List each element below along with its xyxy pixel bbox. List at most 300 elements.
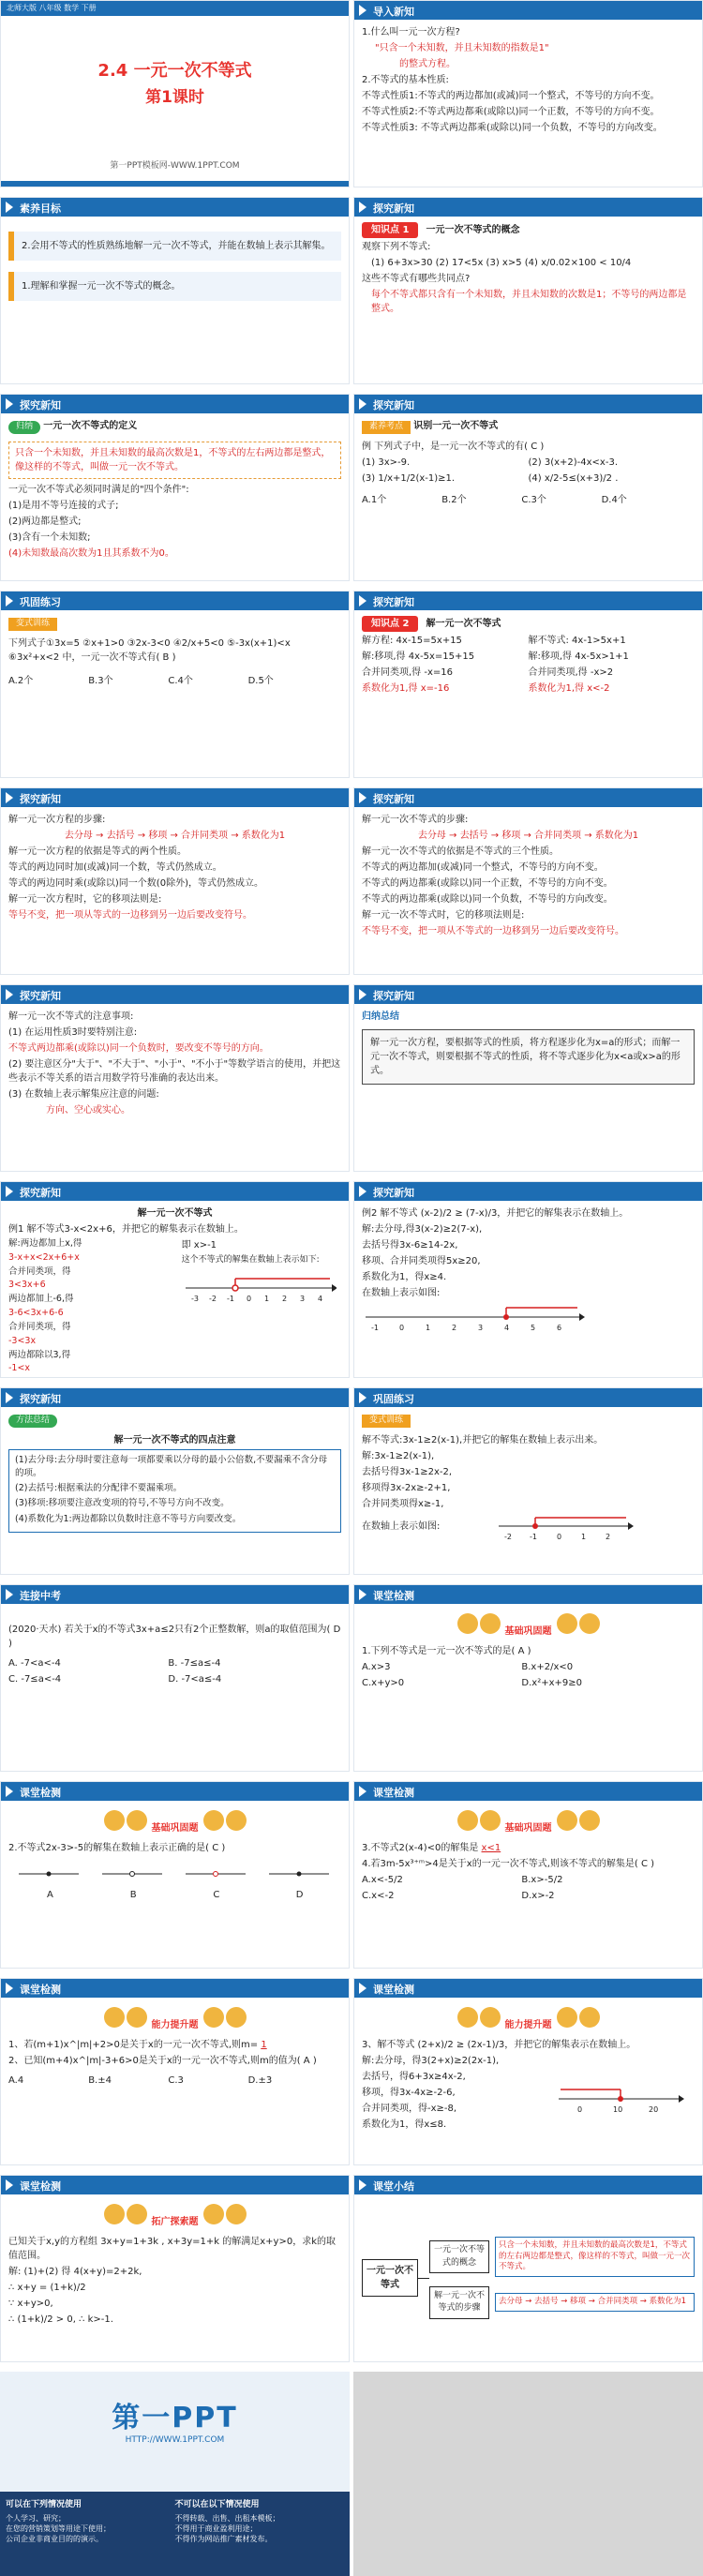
badge-coin bbox=[226, 2204, 247, 2224]
badge-coin bbox=[457, 1613, 478, 1634]
slide-title: 探究新知 bbox=[20, 399, 61, 412]
slide-title: 课堂检测 bbox=[373, 1787, 414, 1799]
forbidden-heading: 不可以在以下情况使用 bbox=[174, 2500, 260, 2509]
option-label: B bbox=[129, 1890, 137, 1900]
slide-explore bbox=[0, 2175, 350, 2362]
slide-identify bbox=[353, 394, 703, 581]
slide-title: 连接中考 bbox=[20, 1590, 61, 1602]
closed-endpoint bbox=[503, 1314, 509, 1320]
steps-flow: 去分母 → 去括号 → 移项 → 合并同类项 → 系数化为1 bbox=[417, 831, 639, 841]
forbidden-item: 不得作为网站推广素材发布。 bbox=[174, 2535, 273, 2543]
choice-b: B.±4 bbox=[88, 2075, 112, 2086]
property-1: 不等式性质1:不等式的两边都加(或减)同一个整式，不等号的方向不变。 bbox=[362, 91, 660, 101]
tick-label: 0 bbox=[557, 1532, 562, 1541]
answer-1: "只含一个未知数，并且未知数的指数是1" bbox=[375, 43, 549, 53]
allowed-item: 公司企业非商业目的的演示。 bbox=[6, 2535, 103, 2543]
badge-coin bbox=[480, 1810, 501, 1831]
badge-coin bbox=[104, 1810, 125, 1831]
question: 这些不等式有哪些共同点? bbox=[362, 274, 471, 284]
forbidden-use bbox=[175, 2497, 345, 2570]
goal-1-text: 1.理解和掌握一元一次不等式的概念。 bbox=[22, 281, 181, 292]
cover-header: 北师大版 八年级 数学 下册 bbox=[1, 1, 349, 16]
allowed-item: 个人学习、研究； bbox=[6, 2514, 66, 2523]
badge-coin bbox=[457, 2007, 478, 2028]
knowledge-point-title: 一元一次不等式的概念 bbox=[426, 225, 520, 235]
mini-number-line bbox=[100, 1865, 166, 1883]
step: 3-6<3x+6-6 bbox=[8, 1308, 64, 1319]
option-line bbox=[184, 1865, 249, 1902]
tick-label: -2 bbox=[504, 1532, 512, 1541]
header-arrow-icon bbox=[6, 595, 13, 607]
solution-side bbox=[182, 1238, 341, 1377]
forbidden-item: 不得用于商业盈利用途； bbox=[174, 2524, 258, 2533]
choice-b: B. -7≤a≤-4 bbox=[168, 1658, 221, 1669]
step: -1<x bbox=[8, 1363, 31, 1374]
choice-d: D.±3 bbox=[247, 2075, 273, 2086]
answer-number-lines bbox=[8, 1865, 341, 1902]
choice-d: D.4个 bbox=[601, 494, 627, 505]
equation-column bbox=[362, 634, 529, 697]
header-arrow-icon bbox=[6, 989, 13, 1000]
tick-label: 2 bbox=[452, 1324, 457, 1332]
question-1: 1.什么叫一元一次方程? bbox=[362, 27, 460, 37]
equation-step-2: 合并同类项,得 -x=16 bbox=[362, 667, 453, 678]
intro: 观察下列不等式: bbox=[362, 242, 431, 252]
number-line bbox=[182, 1269, 337, 1307]
choice-a: A.4 bbox=[8, 2075, 24, 2086]
choice-a: A. -7<a<-4 bbox=[8, 1658, 61, 1669]
step: 解: (1)+(2) 得 4(x+y)=2+2k, bbox=[8, 2267, 142, 2277]
header-arrow-icon bbox=[6, 2179, 13, 2191]
condition-1: (1)是用不等号连接的式子; bbox=[8, 500, 119, 511]
slide-title: 巩固练习 bbox=[373, 1393, 414, 1405]
step: 系数化为1，得x≤8. bbox=[362, 2119, 447, 2130]
open-endpoint bbox=[232, 1285, 238, 1291]
slide-equation-steps bbox=[0, 787, 350, 975]
step: 合并同类项得x≥-1, bbox=[362, 1498, 444, 1509]
equation-step-3: 系数化为1,得 x=-16 bbox=[362, 683, 450, 694]
badge-coin bbox=[480, 1613, 501, 1634]
note-1-detail: 不等式两边都乘(或除以)同一个负数时，要改变不等号的方向。 bbox=[8, 1043, 269, 1054]
choice-c: C. -7≤a<-4 bbox=[8, 1674, 62, 1685]
expressions: (1) 6+3x>30 (2) 17<5x (3) x>5 (4) x/0.02×100 < 10/4 bbox=[371, 258, 632, 268]
method-heading: 解一元一次不等式的四点注意 bbox=[113, 1434, 236, 1445]
step: 在数轴上表示如图: bbox=[362, 1288, 441, 1298]
branch-label: 解一元一次不等式的步骤 bbox=[429, 2286, 489, 2319]
connector bbox=[418, 2278, 429, 2279]
slide-method-summary bbox=[0, 1387, 350, 1575]
practice-question: 下列式子①3x=5 ②x+1>0 ③2x-3<0 ④2/x+5<0 ⑤-3x(x+1)<x ⑥3x²+x<2 中，一元一次不等式有( B ) bbox=[8, 637, 291, 663]
property-1: 不等式的两边都加(或减)同一个整式，不等号的方向不变。 bbox=[362, 862, 604, 873]
tick-label: -3 bbox=[190, 1294, 199, 1303]
closed-endpoint bbox=[618, 2096, 623, 2102]
branch-steps bbox=[429, 2286, 695, 2319]
slide-example-2 bbox=[353, 1181, 703, 1378]
tick-label: 0 bbox=[246, 1294, 251, 1303]
slide-check-2 bbox=[0, 1781, 350, 1969]
slide-title: 课堂检测 bbox=[20, 1984, 61, 1996]
slide-title: 素养目标 bbox=[20, 202, 61, 215]
badge-coin bbox=[127, 2204, 147, 2224]
choice-d: D.x²+x+9≥0 bbox=[521, 1678, 582, 1688]
summary-badge: 归纳 bbox=[8, 421, 40, 434]
lesson-title: 2.4 一元一次不等式 bbox=[97, 61, 252, 81]
method-note-1: (1)去分母:去分母时要注意每一项都要乘以分母的最小公倍数,不要漏乘不含分母的项。 bbox=[15, 1454, 328, 1478]
header-arrow-icon bbox=[6, 792, 13, 803]
header-arrow-icon bbox=[359, 1589, 366, 1600]
level-badge: 基础巩固题 bbox=[504, 1626, 552, 1637]
badge-coin bbox=[226, 2007, 247, 2028]
header-arrow-icon bbox=[359, 1392, 366, 1403]
note-3: (3) 在数轴上表示解集应注意的问题: bbox=[8, 1089, 159, 1100]
header-arrow-icon bbox=[359, 792, 366, 803]
slide-title: 导入新知 bbox=[373, 6, 414, 18]
mini-number-line bbox=[184, 1865, 249, 1883]
tick-label: 20 bbox=[648, 2105, 659, 2114]
choice-b: B.x>-5/2 bbox=[521, 1875, 563, 1885]
tick-label: 2 bbox=[281, 1294, 287, 1303]
answer-3: x<1 bbox=[481, 1843, 501, 1853]
choice-b: B.3个 bbox=[88, 675, 113, 686]
badge-coin bbox=[203, 2007, 224, 2028]
summary-text: 解一元一次方程，要根据等式的性质，将方程逐步化为x=a的形式；而解一元一次不等式，则要根据不等式的性质，将不等式逐步化为x<a或x>a的形式。 bbox=[370, 1038, 681, 1076]
step: 3<3x+6 bbox=[8, 1280, 46, 1291]
choice-c: C.x<-2 bbox=[362, 1891, 395, 1901]
step: 合并同类项，得 bbox=[8, 1266, 71, 1277]
number-line bbox=[555, 2076, 686, 2123]
question-2: 2、已知(m+4)x^|m|-3+6>0是关于x的一元一次不等式,则m的值为( A ) bbox=[8, 2056, 317, 2066]
question-4: 4.若3m-5x³⁺ᵐ>4是关于x的一元一次不等式,则该不等式的解集是( C ) bbox=[362, 1859, 655, 1869]
branch-concept bbox=[429, 2237, 695, 2276]
tick-label: 5 bbox=[531, 1324, 536, 1332]
tick-label: 3 bbox=[299, 1294, 305, 1303]
solution-steps bbox=[8, 1238, 182, 1377]
note-1: (1) 在运用性质3时要特别注意: bbox=[8, 1027, 138, 1038]
level-badge: 拓广探索题 bbox=[151, 2217, 199, 2227]
slide-title: 探究新知 bbox=[373, 793, 414, 805]
badge-coin bbox=[203, 2204, 224, 2224]
slide-title: 探究新知 bbox=[373, 596, 414, 608]
slide-title: 课堂检测 bbox=[20, 1787, 61, 1799]
empty-panel bbox=[353, 2372, 703, 2576]
conditions-lead: 一元一次不等式必须同时满足的"四个条件": bbox=[8, 484, 189, 495]
choice-c: C.4个 bbox=[168, 675, 193, 686]
summary-tag: 归纳总结 bbox=[362, 1011, 399, 1022]
header-arrow-icon bbox=[6, 1786, 13, 1797]
note-2: (2) 要注意区分"大于"、"不大于"、"小于"、"不小于"等数学语言的使用，并把这些表示不等关系的语言用数学符号准确的表达出来。 bbox=[8, 1059, 341, 1084]
mindmap-root bbox=[362, 2259, 418, 2297]
header-arrow-icon bbox=[359, 1186, 366, 1197]
badge-coin bbox=[457, 1810, 478, 1831]
slide-title: 探究新知 bbox=[20, 990, 61, 1002]
variant-badge: 变式训练 bbox=[8, 618, 57, 631]
brand-url[interactable]: HTTP://WWW.1PPT.COM bbox=[125, 2435, 225, 2445]
goal-1 bbox=[8, 272, 341, 301]
badge-coin bbox=[127, 1810, 147, 1831]
knowledge-point-badge: 知识点 1 bbox=[362, 222, 418, 238]
step: 解:去分母，得3(2+x)≥2(2x-1), bbox=[362, 2056, 500, 2066]
practice-question: 解不等式:3x-1≥2(x-1),并把它的解集在数轴上表示出来。 bbox=[362, 1434, 604, 1445]
example-title: 解一元一次不等式 bbox=[137, 1208, 213, 1219]
steps-heading: 解一元一次不等式的步骤: bbox=[362, 815, 469, 825]
transpose-detail: 等号不变，把一项从等式的一边移到另一边后要改变符号。 bbox=[8, 910, 252, 921]
step: 移项得3x-2x≥-2+1, bbox=[362, 1482, 451, 1493]
choice-c: C.3个 bbox=[521, 494, 546, 505]
tick-label: -1 bbox=[371, 1324, 379, 1332]
step: 去括号，得6+3x≥4x-2, bbox=[362, 2072, 466, 2082]
condition-2: (2)两边都是整式; bbox=[8, 516, 82, 527]
badge-coin bbox=[557, 2007, 577, 2028]
property-3: 不等式的两边都乘(或除以)同一个负数，不等号的方向改变。 bbox=[362, 894, 613, 905]
slide-title: 课堂小结 bbox=[373, 2180, 414, 2193]
basis: 解一元一次方程的依据是等式的两个性质。 bbox=[8, 846, 187, 857]
choice-b: B.x+2/x<0 bbox=[521, 1662, 574, 1672]
condition-3: (3)含有一个未知数; bbox=[8, 532, 91, 543]
choice-a: A.x<-5/2 bbox=[362, 1875, 403, 1885]
tick-label: 10 bbox=[612, 2105, 623, 2114]
badge-coin bbox=[579, 2007, 600, 2028]
header-arrow-icon bbox=[359, 1983, 366, 1994]
step: 合并同类项，得-x≥-8, bbox=[362, 2104, 457, 2114]
explore-question: 已知关于x,y的方程组 3x+y=1+3k , x+3y=1+k 的解满足x+y>0，求k的取值范围。 bbox=[8, 2237, 336, 2261]
mindmap-branches bbox=[429, 2237, 695, 2318]
tick-label: -2 bbox=[208, 1294, 217, 1303]
badge-coin bbox=[104, 2204, 125, 2224]
allowed-heading: 可以在下列情况使用 bbox=[6, 2500, 82, 2509]
slide-advanced-2 bbox=[353, 1978, 703, 2165]
header-arrow-icon bbox=[359, 398, 366, 410]
usage-panel bbox=[0, 2492, 350, 2576]
tick-label: 1 bbox=[263, 1294, 269, 1303]
step: 两边都加上-6,得 bbox=[8, 1294, 74, 1305]
option-line bbox=[267, 1865, 333, 1902]
header-arrow-icon bbox=[6, 1983, 13, 1994]
goal-2-text: 2.会用不等式的性质熟练地解一元一次不等式，并能在数轴上表示其解集。 bbox=[22, 241, 331, 251]
skill-badge: 素养考点 bbox=[362, 421, 411, 434]
footer-ad bbox=[0, 2372, 350, 2576]
header-arrow-icon bbox=[359, 5, 366, 16]
slide-check-1 bbox=[353, 1584, 703, 1772]
slide-summary bbox=[353, 2175, 703, 2362]
slide-summary-compare bbox=[353, 984, 703, 1172]
inequality-step-1: 解:移项,得 4x-5x>1+1 bbox=[528, 651, 629, 662]
steps-heading: 解一元一次方程的步骤: bbox=[8, 815, 106, 825]
note-3-detail: 方向、空心或实心。 bbox=[46, 1105, 130, 1116]
inequality-step-2: 合并同类项,得 -x>2 bbox=[528, 667, 614, 678]
exam-question: (2020·天水) 若关于x的不等式3x+a≤2只有2个正整数解，则a的取值范围为( D ) bbox=[8, 1625, 341, 1649]
property-3: 不等式性质3: 不等式两边都乘(或除以)同一个负数，不等号的方向改变。 bbox=[362, 123, 663, 133]
option-4: (4) x/2-5≤(x+3)/2 . bbox=[528, 472, 619, 484]
step: 移项，得3x-4x≥-2-6, bbox=[362, 2088, 456, 2098]
header-arrow-icon bbox=[359, 1786, 366, 1797]
option-label: A bbox=[46, 1890, 53, 1900]
slide-title: 课堂检测 bbox=[20, 2180, 61, 2193]
tick-label: 4 bbox=[317, 1294, 322, 1303]
step: 移项、合并同类项得5x≥20, bbox=[362, 1256, 481, 1266]
option-line bbox=[17, 1865, 82, 1902]
slide-concept bbox=[353, 197, 703, 384]
choice-d: D.x>-2 bbox=[521, 1891, 555, 1901]
slide-check-3 bbox=[353, 1781, 703, 1969]
slide-exam bbox=[0, 1584, 350, 1772]
header-arrow-icon bbox=[6, 202, 13, 213]
notes-heading: 解一元一次不等式的注意事项: bbox=[8, 1011, 134, 1022]
branch-text: 去分母 → 去括号 → 移项 → 合并同类项 → 系数化为1 bbox=[495, 2293, 695, 2311]
step: 去括号得3x-6≥14-2x, bbox=[362, 1240, 458, 1251]
option-3: (3) 1/x+1/2(x-1)≥1. bbox=[362, 472, 456, 484]
tick-label: 3 bbox=[478, 1324, 484, 1332]
option-2: (2) 3(x+2)-4x<x-3. bbox=[528, 457, 619, 468]
example-question: 例1 解不等式3-x<2x+6，并把它的解集表示在数轴上。 bbox=[8, 1224, 244, 1235]
tick-label: 6 bbox=[557, 1324, 562, 1332]
step: 解:两边都加上x,得 bbox=[8, 1238, 82, 1249]
slide-title: 巩固练习 bbox=[20, 596, 61, 608]
slide-title: 探究新知 bbox=[373, 1187, 414, 1199]
solution-steps bbox=[362, 2054, 555, 2134]
knowledge-point-badge: 知识点 2 bbox=[362, 616, 418, 632]
forbidden-item: 不得转载、出售、出租本模板； bbox=[174, 2514, 280, 2523]
rule-2: 等式的两边同时乘(或除以)同一个数(0除外)，等式仍然成立。 bbox=[8, 878, 263, 889]
badge-coin bbox=[579, 1810, 600, 1831]
definition-text: 只含一个未知数，并且未知数的最高次数是1，不等式的左右两边都是整式，像这样的不等式，叫做一元一次不等式。 bbox=[15, 447, 331, 472]
allowed-item: 在您的营销策划等用途下使用； bbox=[6, 2524, 111, 2533]
option-1: (1) 3x>-9. bbox=[362, 457, 411, 468]
question-3: 3、解不等式 (2+x)/2 ≥ (2x-1)/3，并把它的解集表示在数轴上。 bbox=[362, 2040, 636, 2050]
slide-intro bbox=[353, 0, 703, 187]
question-1: 1、若(m+1)x^|m|+2>0是关于x的一元一次不等式,则m= bbox=[8, 2040, 259, 2050]
slide-notes bbox=[0, 984, 350, 1172]
step: 去括号得3x-1≥2x-2, bbox=[362, 1466, 453, 1477]
step: 两边都除以3,得 bbox=[8, 1349, 71, 1360]
choice-a: A.1个 bbox=[362, 494, 387, 505]
tick-label: -1 bbox=[226, 1294, 234, 1303]
brand-logo: 第一PPT bbox=[112, 2402, 238, 2434]
choice-b: B.2个 bbox=[441, 494, 467, 505]
badge-coin bbox=[480, 2007, 501, 2028]
answer: 每个不等式都只含有一个未知数，并且未知数的次数是1；不等号的两边都是整式。 bbox=[371, 290, 687, 314]
choice-d: D. -7<a≤-4 bbox=[168, 1674, 222, 1685]
inequality-step-3: 系数化为1,得 x<-2 bbox=[528, 683, 610, 694]
tick-label: 4 bbox=[504, 1324, 510, 1332]
badge-coin bbox=[579, 1613, 600, 1634]
slide-practice-1 bbox=[0, 591, 350, 778]
step: 系数化为1，得x≥4. bbox=[362, 1272, 447, 1282]
inequality: 解不等式: 4x-1>5x+1 bbox=[528, 636, 626, 646]
template-caption: 第一PPT模板网-WWW.1PPT.COM bbox=[110, 161, 240, 171]
slide-inequality-steps bbox=[353, 787, 703, 975]
header-arrow-icon bbox=[359, 989, 366, 1000]
step: ∴ (1+k)/2 > 0, ∴ k>-1. bbox=[8, 2314, 113, 2325]
choice-d: D.5个 bbox=[247, 675, 274, 686]
variant-badge: 变式训练 bbox=[362, 1415, 411, 1428]
step: ∵ x+y>0, bbox=[8, 2299, 53, 2309]
answer-1: 1 bbox=[261, 2040, 267, 2050]
answer-1b: 的整式方程。 bbox=[399, 59, 456, 69]
steps-flow: 去分母 → 去括号 → 移项 → 合并同类项 → 系数化为1 bbox=[64, 831, 286, 841]
badge-coin bbox=[226, 1810, 247, 1831]
badge-coin bbox=[557, 1613, 577, 1634]
badge-coin bbox=[557, 1810, 577, 1831]
option-label: D bbox=[295, 1890, 304, 1900]
slide-solve-compare bbox=[353, 591, 703, 778]
method-badge: 方法总结 bbox=[8, 1415, 57, 1428]
closed-endpoint bbox=[532, 1523, 538, 1529]
mini-number-line bbox=[17, 1865, 82, 1883]
choice-a: A.x>3 bbox=[362, 1662, 391, 1672]
step: 合并同类项，得 bbox=[8, 1321, 71, 1332]
root-label: 一元一次不等式 bbox=[366, 2266, 413, 2290]
number-line bbox=[495, 1513, 636, 1543]
header-arrow-icon bbox=[6, 1392, 13, 1403]
goal-2 bbox=[8, 232, 341, 261]
branch-text: 只含一个未知数，并且未知数的最高次数是1，不等式的左右两边都是整式，像这样的不等式，叫做一元一次不等式。 bbox=[495, 2237, 695, 2276]
definition-box bbox=[8, 442, 341, 479]
property-2: 不等式的两边都乘(或除以)同一个正数，不等号的方向不变。 bbox=[362, 878, 613, 889]
step: -3<3x bbox=[8, 1335, 37, 1346]
level-badge: 基础巩固题 bbox=[151, 1823, 199, 1834]
skill-title: 识别一元一次不等式 bbox=[413, 421, 499, 431]
slide-example-1 bbox=[0, 1181, 350, 1378]
example-question: 例2 解不等式 (x-2)/2 ≥ (7-x)/3，并把它的解集表示在数轴上。 bbox=[362, 1208, 629, 1219]
slide-title: 课堂检测 bbox=[373, 1984, 414, 1996]
badge-coin bbox=[203, 1810, 224, 1831]
example-question: 例 下列式子中，是一元一次不等式的有( C ) bbox=[362, 441, 545, 452]
slide-title: 探究新知 bbox=[373, 202, 414, 215]
slide-title: 课堂检测 bbox=[373, 1590, 414, 1602]
condition-4: (4)未知数最高次数为1且其系数不为0。 bbox=[8, 547, 174, 559]
number-line-caption: 这个不等式的解集在数轴上表示如下: bbox=[181, 1255, 320, 1265]
inequality-column bbox=[529, 634, 696, 697]
slide-definition bbox=[0, 394, 350, 581]
option-label: C bbox=[213, 1890, 220, 1900]
bottom-stripe bbox=[1, 181, 349, 187]
level-badge: 能力提升题 bbox=[151, 2020, 199, 2030]
step: 解:3x-1≥2(x-1), bbox=[362, 1450, 435, 1461]
step: ∴ x+y = (1+k)/2 bbox=[8, 2283, 86, 2293]
slide-advanced-1 bbox=[0, 1978, 350, 2165]
allowed-use bbox=[6, 2497, 175, 2570]
equation: 解方程: 4x-15=5x+15 bbox=[362, 636, 462, 646]
lesson-subtitle: 第1课时 bbox=[145, 88, 204, 107]
tick-label: 1 bbox=[426, 1324, 431, 1332]
step: 解:去分母,得3(x-2)≥2(7-x), bbox=[362, 1224, 483, 1235]
equation-step-1: 解:移项,得 4x-5x=15+15 bbox=[362, 651, 475, 662]
definition-title: 一元一次不等式的定义 bbox=[43, 421, 138, 431]
header-arrow-icon bbox=[359, 202, 366, 213]
tick-label: -1 bbox=[530, 1532, 537, 1541]
check-question: 2.不等式2x-3>-5的解集在数轴上表示正确的是( C ) bbox=[8, 1843, 226, 1853]
tick-label: 0 bbox=[576, 2105, 582, 2114]
property-2: 不等式性质2:不等式两边都乘(或除以)同一个正数，不等号的方向不变。 bbox=[362, 107, 660, 117]
slide-title: 探究新知 bbox=[373, 990, 414, 1002]
transpose-detail: 不等号不变，把一项从不等式的一边移到另一边后要改变符号。 bbox=[362, 926, 624, 936]
slide-goals bbox=[0, 197, 350, 384]
slide-title: 探究新知 bbox=[20, 1393, 61, 1405]
header-arrow-icon bbox=[359, 2179, 366, 2191]
slide-cover bbox=[0, 0, 350, 187]
question-2: 2.不等式的基本性质: bbox=[362, 75, 449, 85]
option-line bbox=[100, 1865, 166, 1902]
header-arrow-icon bbox=[6, 1589, 13, 1600]
method-note-3: (3)移项:移项要注意改变项的符号,不等号方向不改变。 bbox=[15, 1498, 230, 1509]
header-arrow-icon bbox=[359, 595, 366, 607]
check-question: 1.下列不等式是一元一次不等式的是( A ) bbox=[362, 1646, 531, 1656]
header-arrow-icon bbox=[6, 398, 13, 410]
method-box bbox=[8, 1449, 341, 1533]
summary-box bbox=[362, 1029, 695, 1085]
header-arrow-icon bbox=[6, 1186, 13, 1197]
mini-number-line bbox=[267, 1865, 333, 1883]
